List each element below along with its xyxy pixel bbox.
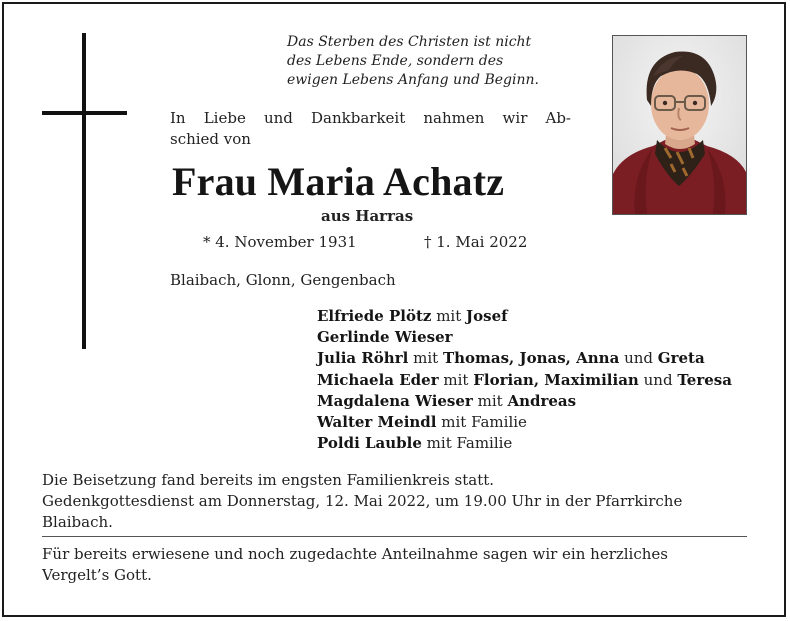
mourner-name: Gerlinde Wieser xyxy=(317,328,453,347)
connector: und xyxy=(643,370,673,389)
connector: mit xyxy=(436,307,462,325)
connector: mit xyxy=(413,349,439,368)
mourner-partner: Florian, Maximilian xyxy=(473,370,639,389)
thanks-line: Vergelt’s Gott. xyxy=(42,566,152,584)
deceased-origin: aus Harras xyxy=(321,207,414,225)
cross-icon-bar xyxy=(42,111,127,115)
cross-icon xyxy=(82,33,86,349)
bible-quote xyxy=(287,33,539,90)
mourner-row xyxy=(317,327,732,348)
connector: mit Familie xyxy=(441,413,527,432)
intro-line: schied von xyxy=(170,130,251,148)
intro-line: In Liebe und Dankbarkeit nahmen wir Ab- xyxy=(170,109,571,127)
intro-text xyxy=(170,108,570,150)
mourner-row xyxy=(317,412,732,433)
connector: mit xyxy=(477,391,503,410)
thanks-text xyxy=(42,544,668,586)
mourner-partner: Josef xyxy=(466,307,508,325)
connector: mit xyxy=(443,370,469,389)
mourner-row xyxy=(317,391,732,412)
portrait-photo xyxy=(612,35,747,215)
notice-line: Gedenkgottesdienst am Donnerstag, 12. Mai 2022, um 19.00 Uhr in der Pfarrkirche xyxy=(42,492,683,510)
divider xyxy=(42,536,747,537)
deceased-name: Frau Maria Achatz xyxy=(172,159,505,204)
quote-line: Das Sterben des Christen ist nicht xyxy=(287,34,532,50)
mourner-name: Julia Röhrl xyxy=(317,349,409,368)
death-date: † 1. Mai 2022 xyxy=(424,233,528,251)
portrait-image xyxy=(613,36,746,214)
mourner-row xyxy=(317,433,732,454)
thanks-line: Für bereits erwiesene und noch zugedachte Anteilnahme sagen wir ein herzliches xyxy=(42,545,668,563)
mourner-name: Walter Meindl xyxy=(317,413,437,432)
mourners-list xyxy=(317,306,732,454)
mourner-row xyxy=(317,348,732,369)
mourner-partner: Greta xyxy=(657,349,705,368)
places-line: Blaibach, Glonn, Gengenbach xyxy=(170,271,396,289)
mourner-name: Poldi Lauble xyxy=(317,434,422,453)
mourner-row xyxy=(317,370,732,391)
notice-line: Die Beisetzung fand bereits im engsten Familienkreis statt. xyxy=(42,471,495,489)
mourner-partner: Andreas xyxy=(507,391,577,410)
quote-line: ewigen Lebens Anfang und Beginn. xyxy=(287,72,539,88)
mourner-name: Elfriede Plötz xyxy=(317,307,432,325)
quote-line: des Lebens Ende, sondern des xyxy=(287,53,504,69)
mourner-name: Magdalena Wieser xyxy=(317,391,473,410)
birth-date: * 4. November 1931 xyxy=(203,233,357,251)
mourner-name: Michaela Eder xyxy=(317,370,439,389)
mourner-partner: Teresa xyxy=(677,370,732,389)
notice-line: Blaibach. xyxy=(42,513,113,531)
connector: mit Familie xyxy=(426,434,513,453)
mourner-partner: Thomas, Jonas, Anna xyxy=(442,349,620,368)
mourner-row xyxy=(317,306,732,327)
funeral-notice xyxy=(42,470,750,533)
connector: und xyxy=(624,349,654,368)
